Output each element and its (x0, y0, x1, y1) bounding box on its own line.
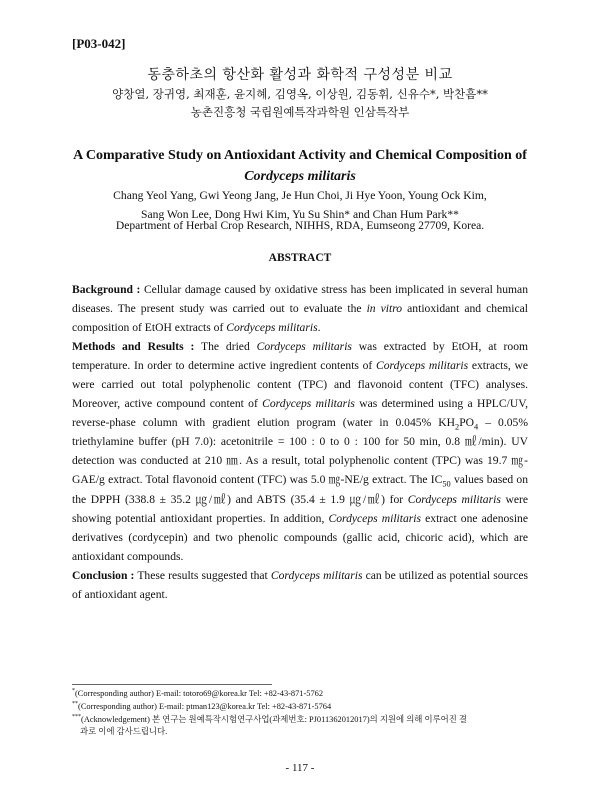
footnote-mark: * (72, 688, 76, 695)
korean-affiliation: 농촌진흥청 국립원예특작과학원 인삼특작부 (190, 105, 410, 119)
footnote-2 (72, 701, 532, 714)
english-title-line1: A Comparative Study on Antioxidant Activity and Chemical Composition of (73, 148, 527, 163)
english-authors-line1: Chang Yeol Yang, Gwi Yeong Jang, Je Hun Choi, Ji Hye Yoon, Young Ock Kim, (113, 189, 487, 202)
english-title (0, 145, 600, 187)
text-run: values based on the DPPH (338.8 ± 35.2 ㎍/㎖) and ABTS (35.4 ± 1.9 ㎍/㎖) for (72, 473, 529, 506)
korean-authors: 양창열, 장귀영, 최재훈, 윤지혜, 김영옥, 이상원, 김동휘, 신유수*, 박찬흠** (112, 87, 488, 101)
background-paragraph (72, 280, 528, 337)
english-affiliation: Department of Herbal Crop Research, NIHHS, RDA, Eumseong 27709, Korea. (115, 219, 485, 232)
text-run: was determined using a HPLC/UV, reverse-phase column with gradient elution program (water in 0.045% KH (72, 397, 528, 430)
footnote-text: (Corresponding author) E-mail: totoro69@korea.kr Tel: +82-43-871-5762 (75, 689, 324, 698)
conclusion-label: Conclusion : (72, 568, 135, 582)
footnote-mark: *** (72, 713, 82, 720)
footnote-3-continuation: 과로 이에 감사드립니다. (80, 727, 168, 737)
text-run: antioxidant and chemical composition of EtOH extracts of (72, 302, 528, 335)
english-authors-line2: Sang Won Lee, Dong Hwi Kim, Yu Su Shin* and Chan Hum Park** (141, 208, 459, 221)
species-name: Cordyceps militaris (407, 492, 501, 506)
footnote-text: (Corresponding author) E-mail: ptman123@korea.kr Tel: +82-43-871-5764 (78, 701, 332, 711)
subscript: 4 (474, 422, 479, 432)
page-number: - 117 - (285, 762, 315, 774)
text-run: PO (459, 416, 475, 430)
text-run: extracts, we were carried out total polyphenolic content (TPC) and flavonoid content (TFC) analyses. Moreover, active compound content of (72, 359, 528, 411)
methods-paragraph (72, 337, 528, 566)
text-run: can be utilized as potential sources of antioxidant agent. (72, 568, 529, 601)
abstract-heading: ABSTRACT (268, 252, 332, 264)
species-name: Cordyceps militaris (375, 359, 469, 373)
english-title-species: Cordyceps militaris (244, 169, 356, 184)
footnote-3 (72, 714, 532, 727)
species-name: Cordyceps militaris (226, 321, 318, 335)
text-run: was extracted by EtOH, at room temperature. In order to determine active ingredient contents of (72, 340, 529, 373)
footnote-mark: ** (72, 701, 79, 707)
text-run: Cellular damage caused by oxidative stress has been implicated in several human diseases. The present study was carried out to evaluate the (72, 283, 528, 316)
abstract-body (72, 280, 528, 604)
subscript: 50 (442, 479, 451, 489)
korean-title: 동충하초의 항산화 활성과 화학적 구성성분 비교 (147, 67, 453, 83)
text-run: extract one adenosine derivatives (cordycepin) and two phenolic compounds (gallic acid, chicoric acid), which are antioxidant compounds. (72, 511, 528, 563)
italic-run: in vitro (366, 302, 403, 316)
subscript: 2 (455, 422, 460, 432)
text-run: The dried (194, 340, 257, 354)
poster-code: [P03-042] (72, 36, 126, 51)
conclusion-paragraph (72, 566, 528, 604)
text-run: . (317, 321, 321, 335)
text-run: were showing potential antioxidant properties. In addition, (72, 492, 528, 525)
footnote-text: (Acknowledgement) 본 연구는 원예특작시험연구사업(과제번호: PJ011362012017)의 지원에 의해 이루어진 결 (81, 714, 468, 724)
methods-label: Methods and Results : (72, 340, 195, 354)
background-label: Background : (72, 283, 141, 296)
text-run: These results suggested that (134, 568, 271, 582)
species-name: Cordyceps militaris (328, 511, 422, 525)
footnote-divider (72, 684, 272, 685)
species-name: Cordyceps militaris (256, 340, 352, 354)
text-run: – 0.05% triethylamine buffer (pH 7.0): acetonitrile = 100 : 0 to 0 : 100 for 50 min, 0.8 ㎖/min). UV detection was conducted at 210 ㎚. As a result, total polyphenolic content (TPC) was 19.7 ㎎-GAE/g extract. Total flavonoid content (TFC) was 5.0 ㎎-NE/g extract. The IC (72, 416, 529, 487)
species-name: Cordyceps militaris (270, 568, 363, 582)
footnotes (72, 688, 532, 739)
species-name: Cordyceps militaris (262, 397, 355, 411)
footnote-1 (72, 688, 532, 701)
